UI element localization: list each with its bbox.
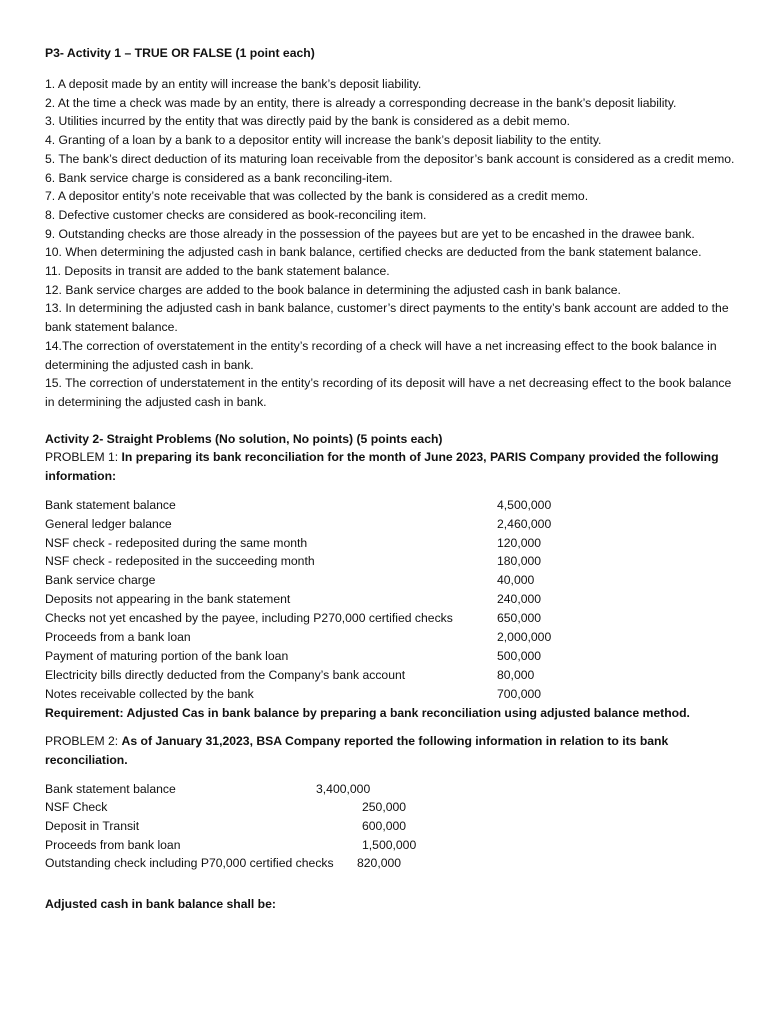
row-label: Electricity bills directly deducted from the Company’s bank account <box>45 667 406 682</box>
table-row <box>45 854 735 873</box>
table-row <box>45 780 735 799</box>
row-value: 2,000,000 <box>497 630 552 644</box>
row-value: 40,000 <box>497 573 535 588</box>
table-row <box>45 590 735 609</box>
problem2-table <box>45 780 735 873</box>
row-label: General ledger balance <box>45 516 172 531</box>
row-value: 2,460,000 <box>497 516 552 531</box>
row-label: Deposit in Transit <box>45 819 140 834</box>
table-row <box>45 666 735 685</box>
row-value: 1,500,000 <box>362 837 417 852</box>
row-value: 500,000 <box>497 648 542 663</box>
problem2-question: Adjusted cash in bank balance shall be: <box>45 896 276 911</box>
problem1-text: In preparing its bank reconciliation for the month of June 2023, PARIS Company provided the following information: <box>45 450 719 484</box>
list-item: 10. When determining the adjusted cash in bank balance, certified checks are deducted from the bank statement balance. <box>45 245 702 260</box>
list-item: 11. Deposits in transit are added to the bank statement balance. <box>45 264 390 279</box>
list-item: 13. In determining the adjusted cash in bank balance, customer’s direct payments to the entity’s bank account are added to the bank statement balance. <box>45 301 729 335</box>
table-row <box>45 798 735 817</box>
table-row <box>45 836 735 855</box>
list-item: 12. Bank service charges are added to the book balance in determining the adjusted cash in bank balance. <box>45 282 621 297</box>
activity2-title: Activity 2- Straight Problems (No solution, No points) (5 points each) <box>45 431 443 446</box>
problem2-prefix: PROBLEM 2: <box>45 734 122 749</box>
row-value: 240,000 <box>497 592 542 607</box>
table-row <box>45 515 735 534</box>
table-row <box>45 496 735 515</box>
row-value: 820,000 <box>357 856 402 871</box>
row-label: NSF check - redeposited during the same month <box>45 535 308 550</box>
row-value: 4,500,000 <box>497 497 552 512</box>
row-label: Notes receivable collected by the bank <box>45 686 254 701</box>
table-row <box>45 552 735 571</box>
row-label: Proceeds from a bank loan <box>45 630 191 644</box>
problem1-requirement: Requirement: Adjusted Cas in bank balance by preparing a bank reconciliation using adjusted balance method. <box>45 705 690 720</box>
row-value: 650,000 <box>497 611 542 626</box>
list-item: 1. A deposit made by an entity will increase the bank’s deposit liability. <box>45 77 422 91</box>
list-item: 8. Defective customer checks are considered as book-reconciling item. <box>45 207 427 222</box>
row-label: Proceeds from bank loan <box>45 837 181 852</box>
row-value: 3,400,000 <box>316 781 371 796</box>
activity2-section <box>45 430 735 913</box>
problem2-text: As of January 31,2023, BSA Company reported the following information in relation to its bank reconciliation. <box>45 734 669 768</box>
row-value: 600,000 <box>362 819 407 834</box>
row-label: Checks not yet encashed by the payee, including P270,000 certified checks <box>45 611 453 626</box>
row-label: Bank statement balance <box>45 781 176 796</box>
row-label: Deposits not appearing in the bank statement <box>45 592 291 607</box>
table-row <box>45 685 735 704</box>
list-item: 6. Bank service charge is considered as a bank reconciling-item. <box>45 170 393 185</box>
list-item: 5. The bank’s direct deduction of its maturing loan receivable from the depositor’s bank account is considered as a credit memo. <box>45 151 735 166</box>
row-label: Payment of maturing portion of the bank loan <box>45 648 289 663</box>
row-value: 80,000 <box>497 667 535 682</box>
row-label: NSF check - redeposited in the succeeding month <box>45 554 315 569</box>
row-label: Bank statement balance <box>45 497 176 512</box>
row-label: NSF Check <box>45 800 108 815</box>
problem1-table <box>45 496 735 704</box>
problem2-heading <box>45 732 735 769</box>
list-item: 15. The correction of understatement in the entity’s recording of its deposit will have a net decreasing effect to the book balance in determining the adjusted cash in bank. <box>45 376 732 409</box>
row-value: 180,000 <box>497 554 542 569</box>
row-value: 700,000 <box>497 686 542 701</box>
activity1-title: P3- Activity 1 – TRUE OR FALSE (1 point each) <box>45 46 315 60</box>
table-row <box>45 817 735 836</box>
table-row <box>45 609 735 628</box>
row-label: Outstanding check including P70,000 certified checks <box>45 856 334 871</box>
row-label: Bank service charge <box>45 573 156 588</box>
list-item: 2. At the time a check was made by an entity, there is already a corresponding decrease in the bank’s deposit liability. <box>45 95 677 110</box>
table-row <box>45 647 735 666</box>
list-item: 3. Utilities incurred by the entity that was directly paid by the bank is considered as a debit memo. <box>45 114 571 129</box>
problem1-heading <box>45 448 735 485</box>
table-row <box>45 628 735 647</box>
row-value: 250,000 <box>362 800 407 815</box>
document-page <box>45 44 735 913</box>
table-row <box>45 571 735 590</box>
true-false-list <box>45 75 735 412</box>
table-row <box>45 534 735 553</box>
row-value: 120,000 <box>497 535 542 550</box>
list-item: 7. A depositor entity’s note receivable that was collected by the bank is considered as a credit memo. <box>45 189 589 204</box>
problem1-prefix: PROBLEM 1: <box>45 450 122 465</box>
list-item: 14.The correction of overstatement in the entity’s recording of a check will have a net increasing effect to the book balance in determining the adjusted cash in bank. <box>45 338 717 372</box>
list-item: 9. Outstanding checks are those already in the possession of the payees but are yet to be encashed in the drawee bank. <box>45 226 695 241</box>
list-item: 4. Granting of a loan by a bank to a depositor entity will increase the bank’s deposit liability to the entity. <box>45 133 602 148</box>
